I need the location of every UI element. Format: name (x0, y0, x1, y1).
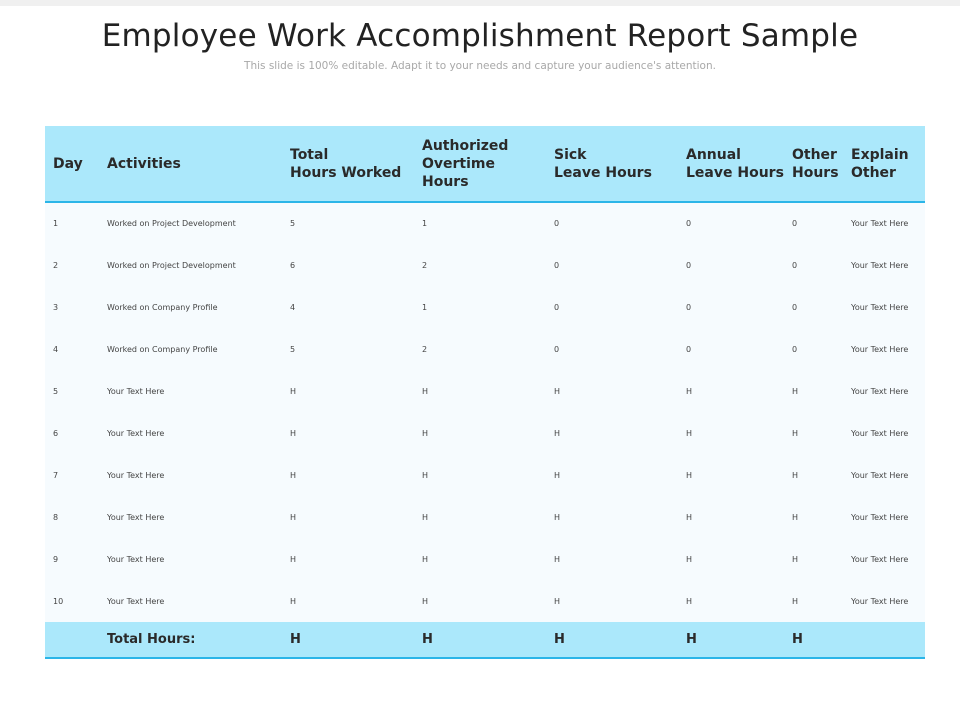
cell-activity: Your Text Here (107, 470, 165, 480)
cell-explain-other: Your Text Here (851, 512, 909, 522)
table-row (45, 538, 925, 580)
cell-day: 1 (53, 219, 59, 228)
total-hours-worked: H (282, 622, 414, 658)
cell-explain-other: Your Text Here (851, 554, 909, 564)
cell-overtime-hours: H (422, 470, 429, 480)
cell-sick-leave-hours: 0 (554, 344, 560, 354)
cell-day: 8 (53, 512, 59, 522)
table-row (45, 412, 925, 454)
table-row (45, 244, 925, 286)
cell-total-hours: H (290, 512, 297, 522)
cell-overtime-hours: 2 (422, 260, 428, 270)
cell-overtime-hours: H (422, 428, 429, 438)
cell-total-hours: H (290, 470, 297, 480)
table-row (45, 328, 925, 370)
total-label: Total Hours: (99, 622, 282, 658)
cell-sick-leave-hours: H (554, 470, 561, 480)
cell-total-hours: 5 (290, 219, 296, 228)
header-explain-other: Explain Other (843, 126, 925, 202)
total-annual-leave-hours: H (678, 622, 784, 658)
cell-day: 2 (53, 260, 59, 270)
cell-annual-leave-hours: H (686, 596, 693, 606)
cell-day: 6 (53, 428, 59, 438)
cell-other-hours: 0 (792, 260, 798, 270)
total-overtime-hours: H (414, 622, 546, 658)
cell-overtime-hours: 1 (422, 219, 428, 228)
page-title: Employee Work Accomplishment Report Sample (101, 18, 859, 54)
cell-sick-leave-hours: 0 (554, 302, 560, 312)
cell-day: 10 (53, 596, 64, 606)
table-row (45, 496, 925, 538)
cell-activity: Worked on Project Development (107, 260, 236, 270)
header-other-hours: Other Hours (784, 126, 843, 202)
cell-explain-other: Your Text Here (851, 219, 909, 228)
cell-overtime-hours: 2 (422, 344, 428, 354)
cell-total-hours: H (290, 428, 297, 438)
header-authorized-overtime-hours: Authorized Overtime Hours (414, 126, 546, 202)
table-row (45, 580, 925, 622)
header-total-hours-worked: Total Hours Worked (282, 126, 414, 202)
cell-day: 4 (53, 344, 59, 354)
cell-other-hours: H (792, 512, 799, 522)
cell-overtime-hours: 1 (422, 302, 428, 312)
cell-sick-leave-hours: H (554, 428, 561, 438)
header-sick-leave-hours: Sick Leave Hours (546, 126, 678, 202)
cell-explain-other: Your Text Here (851, 470, 909, 480)
cell-sick-leave-hours: 0 (554, 219, 560, 228)
cell-activity: Worked on Company Profile (107, 302, 218, 312)
cell-sick-leave-hours: H (554, 512, 561, 522)
cell-sick-leave-hours: 0 (554, 260, 560, 270)
cell-explain-other: Your Text Here (851, 344, 909, 354)
total-row (45, 622, 925, 658)
total-cell-explain (843, 622, 925, 658)
cell-total-hours: H (290, 554, 297, 564)
report-table (45, 126, 925, 659)
cell-explain-other: Your Text Here (851, 302, 909, 312)
top-strip (0, 0, 960, 6)
total-other-hours: H (784, 622, 843, 658)
cell-overtime-hours: H (422, 512, 429, 522)
table-body (45, 202, 925, 622)
header-annual-leave-hours: Annual Leave Hours (678, 126, 784, 202)
cell-annual-leave-hours: 0 (686, 302, 692, 312)
table-row (45, 370, 925, 412)
cell-annual-leave-hours: 0 (686, 219, 692, 228)
cell-other-hours: 0 (792, 344, 798, 354)
cell-total-hours: 5 (290, 344, 296, 354)
header-activities: Activities (99, 126, 282, 202)
cell-sick-leave-hours: H (554, 386, 561, 396)
cell-day: 7 (53, 470, 59, 480)
cell-other-hours: H (792, 428, 799, 438)
cell-annual-leave-hours: H (686, 428, 693, 438)
page-subtitle: This slide is 100% editable. Adapt it to your needs and capture your audience's attention. (244, 60, 716, 72)
cell-activity: Your Text Here (107, 554, 165, 564)
cell-explain-other: Your Text Here (851, 596, 909, 606)
cell-other-hours: H (792, 386, 799, 396)
cell-explain-other: Your Text Here (851, 260, 909, 270)
cell-sick-leave-hours: H (554, 554, 561, 564)
cell-total-hours: 4 (290, 302, 296, 312)
cell-activity: Your Text Here (107, 512, 165, 522)
cell-activity: Worked on Company Profile (107, 344, 218, 354)
cell-activity: Worked on Project Development (107, 219, 236, 228)
cell-activity: Your Text Here (107, 596, 165, 606)
cell-total-hours: H (290, 596, 297, 606)
cell-activity: Your Text Here (107, 428, 165, 438)
table-row (45, 286, 925, 328)
cell-explain-other: Your Text Here (851, 386, 909, 396)
cell-total-hours: 6 (290, 260, 296, 270)
cell-other-hours: H (792, 470, 799, 480)
cell-explain-other: Your Text Here (851, 428, 909, 438)
cell-other-hours: H (792, 596, 799, 606)
cell-annual-leave-hours: H (686, 470, 693, 480)
cell-annual-leave-hours: H (686, 512, 693, 522)
cell-day: 5 (53, 386, 59, 396)
cell-total-hours: H (290, 386, 297, 396)
cell-overtime-hours: H (422, 554, 429, 564)
cell-annual-leave-hours: 0 (686, 344, 692, 354)
total-sick-leave-hours: H (546, 622, 678, 658)
total-cell-day (45, 622, 99, 658)
cell-annual-leave-hours: H (686, 554, 693, 564)
table-header-row (45, 126, 925, 202)
table-row (45, 454, 925, 496)
cell-other-hours: 0 (792, 219, 798, 228)
cell-day: 9 (53, 554, 59, 564)
cell-overtime-hours: H (422, 596, 429, 606)
cell-sick-leave-hours: H (554, 596, 561, 606)
cell-day: 3 (53, 302, 59, 312)
cell-activity: Your Text Here (107, 386, 165, 396)
cell-other-hours: H (792, 554, 799, 564)
cell-annual-leave-hours: 0 (686, 260, 692, 270)
table-row (45, 202, 925, 244)
header-day: Day (45, 126, 99, 202)
cell-annual-leave-hours: H (686, 386, 693, 396)
cell-other-hours: 0 (792, 302, 798, 312)
cell-overtime-hours: H (422, 386, 429, 396)
